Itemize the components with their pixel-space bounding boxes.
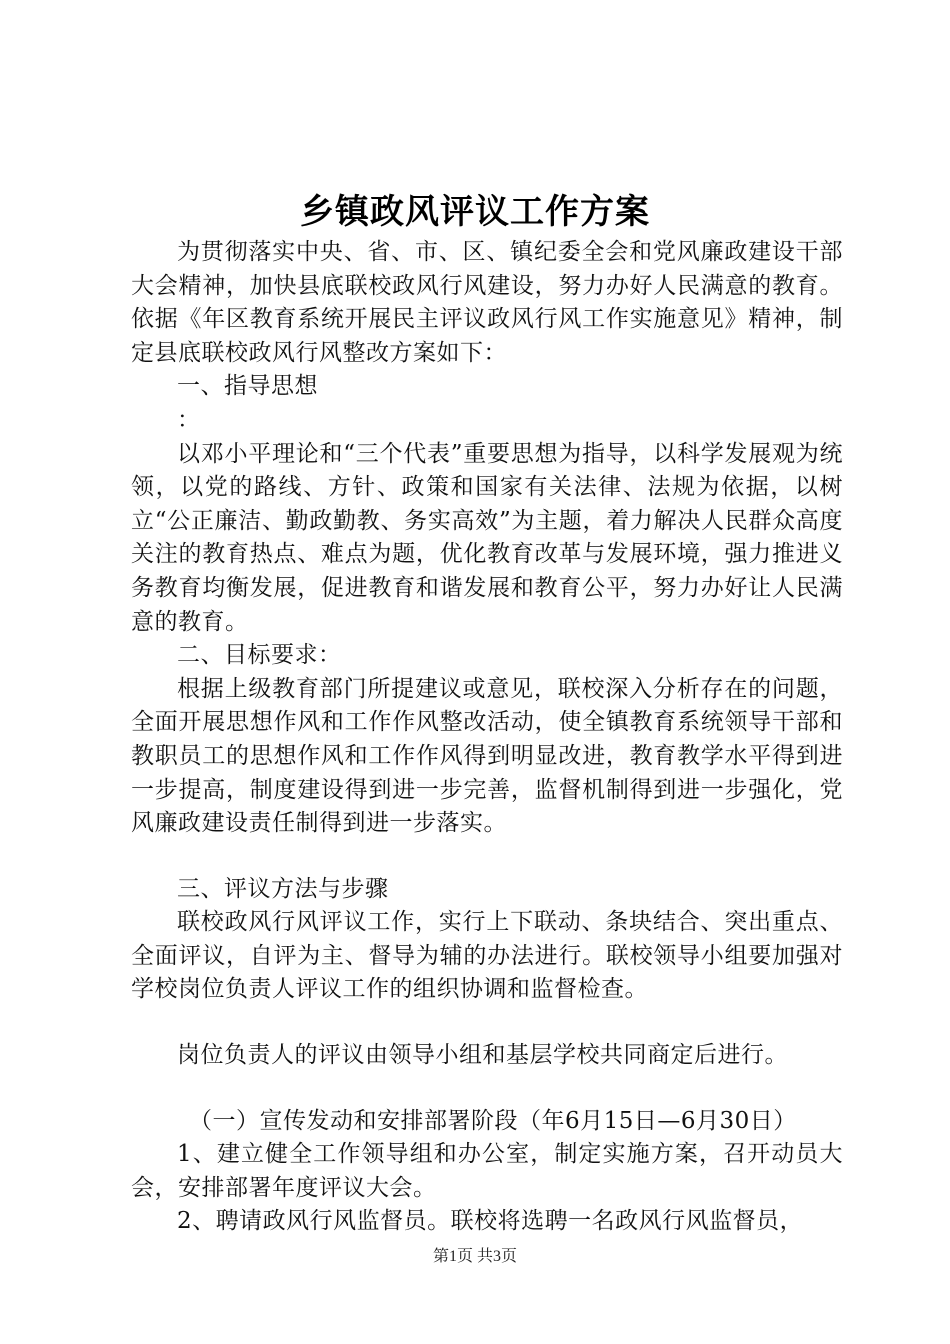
section-heading-guiding-ideology: 一、指导思想 <box>177 373 318 400</box>
section-heading-methods: 三、评议方法与步骤 <box>177 875 389 902</box>
goals-paragraph: 根据上级教育部门所提建议或意见，联校深入分析存在的问题，全面开展思想作风和工作作风整改活动，使全镇教育系统领导干部和教职员工的思想作风和工作作风得到明显改进，教育教学水平得到进一步提高，制度建设得到进一步完善，监督机制得到进一步强化，党风廉政建设责任制得到进一步落实。 <box>131 675 843 837</box>
document-body <box>131 236 843 1239</box>
phase-one-heading: （一）宣传发动和安排部署阶段（年6月15日—6月30日） <box>189 1107 797 1134</box>
page-footer: 第1页 共3页 <box>432 1248 517 1265</box>
section-heading-goals: 二、目标要求： <box>177 642 342 669</box>
step-two-paragraph: 2、聘请政风行风监督员。联校将选聘一名政风行风监督员， <box>177 1208 804 1235</box>
intro-paragraph: 为贯彻落实中央、省、市、区、镇纪委全会和党风廉政建设干部大会精神，加快县底联校政风行风建设，努力办好人民满意的教育。依据《年区教育系统开展民主评议政风行风工作实施意见》精神，制定县底联校政风行风整改方案如下： <box>131 239 843 366</box>
stray-colon: ： <box>177 406 201 433</box>
responsible-evaluation-paragraph: 岗位负责人的评议由领导小组和基层学校共同商定后进行。 <box>177 1042 788 1069</box>
document-title: 乡镇政风评议工作方案 <box>300 192 650 232</box>
methods-paragraph: 联校政风行风评议工作，实行上下联动、条块结合、突出重点、全面评议，自评为主、督导为辅的办法进行。联校领导小组要加强对学校岗位负责人评议工作的组织协调和监督检查。 <box>131 909 843 1003</box>
step-one-paragraph: 1、建立健全工作领导组和办公室，制定实施方案，召开动员大会，安排部署年度评议大会。 <box>131 1141 843 1201</box>
guiding-ideology-paragraph: 以邓小平理论和“三个代表”重要思想为指导，以科学发展观为统领，以党的路线、方针、政策和国家有关法律、法规为依据，以树立“公正廉洁、勤政勤教、务实高效”为主题，着力解决人民群众高度关注的教育热点、难点为题，优化教育改革与发展环境，强力推进义务教育均衡发展，促进教育和谐发展和教育公平，努力办好让人民满意的教育。 <box>131 440 843 635</box>
